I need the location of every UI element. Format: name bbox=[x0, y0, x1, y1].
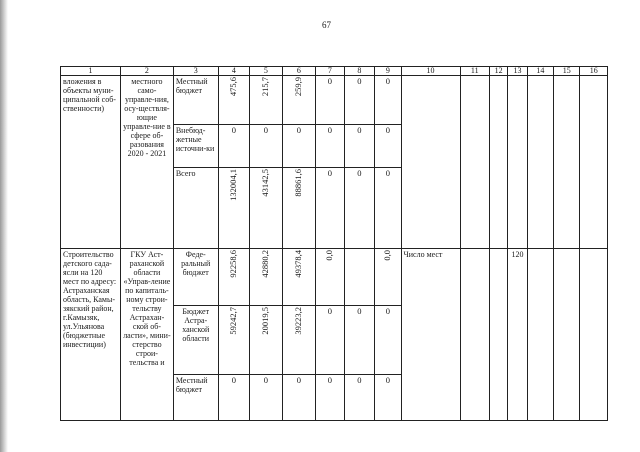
header-cell: 1 bbox=[61, 67, 121, 76]
value-cell: 0 bbox=[282, 125, 316, 168]
value-cell: 0 bbox=[375, 167, 401, 248]
value-cell: 132004,1 bbox=[228, 168, 239, 201]
value-cell: 0 bbox=[375, 305, 401, 374]
value-cell: 0,0 bbox=[324, 249, 335, 261]
value-cell: 0 bbox=[344, 76, 375, 125]
header-cell: 13 bbox=[508, 67, 527, 76]
value-cell: 0 bbox=[344, 305, 375, 374]
value-cell: 0 bbox=[375, 76, 401, 125]
object-cell: вложения в объекты муни-ципальной соб-ственности) bbox=[61, 76, 121, 248]
value-cell: 0 bbox=[316, 375, 344, 421]
scan-edge-shadow bbox=[0, 0, 8, 452]
source-cell: Феде-ральный бюджет bbox=[173, 248, 218, 305]
value-cell: 0 bbox=[250, 125, 283, 168]
header-row bbox=[61, 67, 608, 76]
value-cell: 59242,7 bbox=[228, 306, 239, 335]
value-cell: 0 bbox=[218, 375, 250, 421]
header-cell: 11 bbox=[460, 67, 489, 76]
value-cell: 0,0 bbox=[382, 249, 393, 261]
header-cell: 4 bbox=[218, 67, 250, 76]
header-cell: 7 bbox=[316, 67, 344, 76]
header-cell: 9 bbox=[375, 67, 401, 76]
value-cell: 0 bbox=[316, 305, 344, 374]
value-cell: 88861,6 bbox=[293, 168, 304, 197]
value-cell: 43142,5 bbox=[260, 168, 271, 197]
value-cell: 0 bbox=[375, 125, 401, 168]
header-cell: 8 bbox=[344, 67, 375, 76]
header-cell: 6 bbox=[282, 67, 316, 76]
source-cell: Местный бюджет bbox=[173, 375, 218, 421]
source-cell: Бюджет Астра-ханской области bbox=[173, 305, 218, 374]
header-cell: 15 bbox=[554, 67, 580, 76]
header-cell: 16 bbox=[580, 67, 608, 76]
object-cell: Строительство детского сада-ясли на 120 мест по адресу: Астраханская область, Камы-зякский район, г.Камызяк, ул.Ульянова (бюджетные инвестиции) bbox=[61, 248, 121, 420]
value-cell: 0 bbox=[316, 76, 344, 125]
source-cell: Всего bbox=[173, 167, 218, 248]
value-cell: 0 bbox=[344, 167, 375, 248]
value-cell: 0 bbox=[344, 375, 375, 421]
value-cell: 0 bbox=[250, 375, 283, 421]
value-cell: 0 bbox=[316, 125, 344, 168]
header-cell: 10 bbox=[401, 67, 460, 76]
indicator-value-cell: 120 bbox=[508, 248, 527, 420]
value-cell: 0 bbox=[344, 125, 375, 168]
table-row bbox=[61, 248, 608, 305]
value-cell bbox=[344, 248, 375, 305]
value-cell: 259,9 bbox=[293, 77, 304, 97]
value-cell: 49378,4 bbox=[293, 249, 304, 278]
table-row bbox=[61, 76, 608, 125]
value-cell: 475,6 bbox=[228, 77, 239, 97]
value-cell: 215,7 bbox=[260, 77, 271, 97]
value-cell: 0 bbox=[282, 375, 316, 421]
header-cell: 2 bbox=[120, 67, 173, 76]
value-cell: 92258,6 bbox=[228, 249, 239, 278]
value-cell: 20019,5 bbox=[260, 306, 271, 335]
value-cell: 0 bbox=[375, 375, 401, 421]
value-cell: 0 bbox=[316, 167, 344, 248]
header-cell: 14 bbox=[527, 67, 553, 76]
source-cell: Внебюд-жетные источни-ки bbox=[173, 125, 218, 168]
executor-cell: местного само-управле-ния, осу-ществля-ющие управле-ние в сфере об-разования 2020 - 2021 bbox=[120, 76, 173, 248]
value-cell: 42880,2 bbox=[260, 249, 271, 278]
indicator-name-cell: Число мест bbox=[401, 248, 460, 420]
value-cell: 0 bbox=[218, 125, 250, 168]
header-cell: 12 bbox=[490, 67, 508, 76]
value-cell: 39223,2 bbox=[293, 306, 304, 335]
header-cell: 5 bbox=[250, 67, 283, 76]
header-cell: 3 bbox=[173, 67, 218, 76]
page-number: 67 bbox=[322, 20, 331, 30]
budget-table bbox=[60, 66, 608, 421]
indicator-cell bbox=[401, 76, 460, 248]
executor-cell: ГКУ Аст-раханской области «Управ-ление по капиталь-ному строи-тельству Астрахан-ской об-ласти», мини-стерство строи-тельства и bbox=[120, 248, 173, 420]
source-cell: Местный бюджет bbox=[173, 76, 218, 125]
